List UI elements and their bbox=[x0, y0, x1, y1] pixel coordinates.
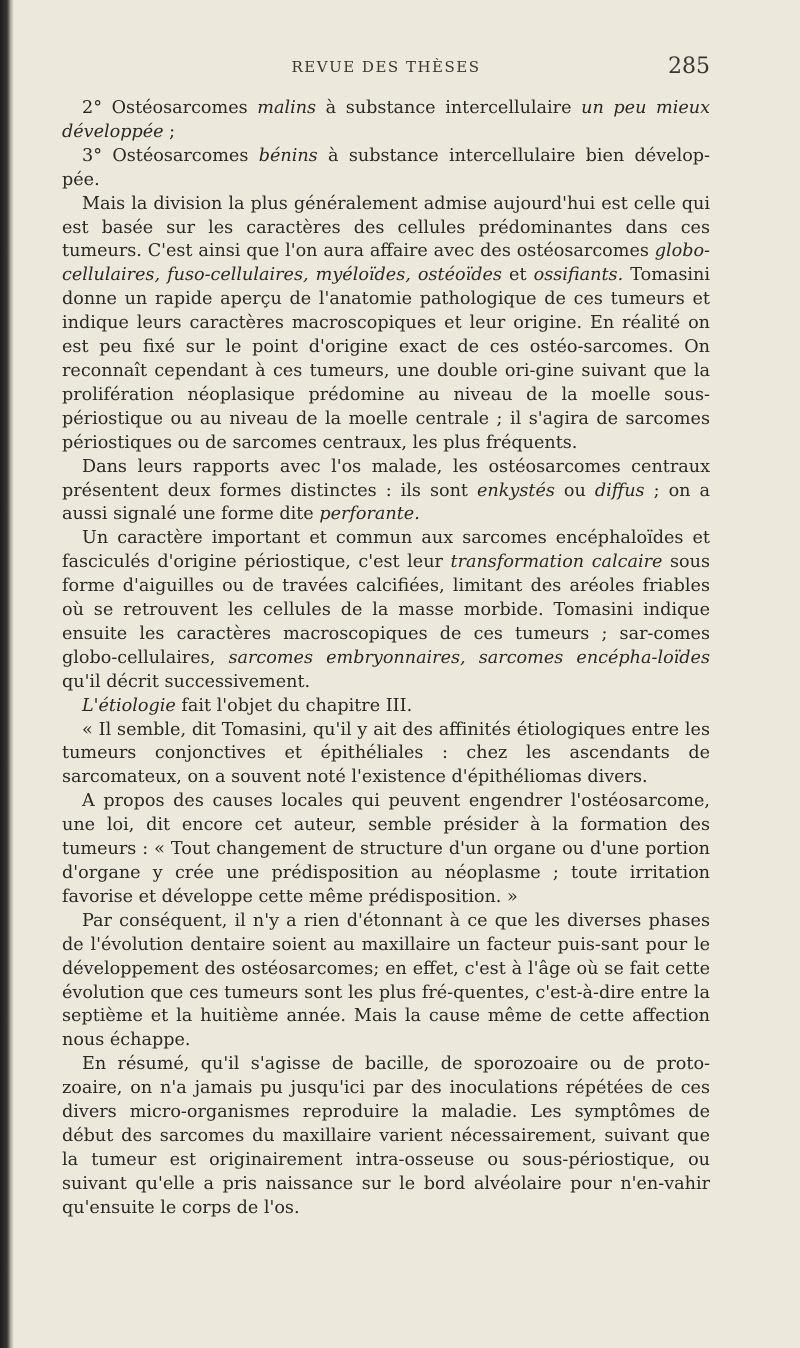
text-run: 3° Ostéosarcomes bbox=[82, 145, 259, 166]
paragraph bbox=[62, 695, 710, 719]
paragraph bbox=[62, 1053, 710, 1220]
text-run: Mais la division la plus généralement admise aujourd'hui est celle qui est basée sur les caractères des cellules prédominantes dans ces tumeurs. C'est ainsi que l'on aura affaire avec des ostéosarcomes bbox=[62, 193, 710, 262]
paragraph bbox=[62, 910, 710, 1053]
text-run: En résumé, qu'il s'agisse de bacille, de sporozoaire ou de proto-zoaire, on n'a jamais pu jusqu'ici par des inoculations répétées de ces divers micro-organismes reproduire la maladie. Les symptômes de début des sarcomes du maxillaire varient nécessairement, suivant que la tumeur est originairement intra-osseuse ou sous-périostique, ou suivant qu'elle a pris naissance sur le bord alvéolaire pour n'en-vahir qu'ensuite le corps de l'os. bbox=[62, 1054, 710, 1218]
page-number: 285 bbox=[668, 54, 710, 79]
italic-text: globo-cellulaires, fuso-cellulaires, myéloïdes, ostéoïdes bbox=[62, 241, 710, 286]
text-run: qu'il décrit successivement. bbox=[62, 671, 311, 692]
paragraph bbox=[62, 456, 710, 528]
italic-text: un peu mieux développée bbox=[62, 98, 710, 142]
italic-text: L'étiologie bbox=[82, 695, 176, 716]
italic-text: bénins bbox=[258, 145, 318, 166]
text-run: Dans leurs rapports avec l'os malade, les ostéosarcomes centraux présentent deux formes distinctes : ils sont bbox=[62, 456, 710, 501]
italic-text: perforante. bbox=[319, 504, 420, 525]
italic-text: transformation calcaire bbox=[450, 552, 663, 573]
text-run: ; on a aussi signalé une forme dite bbox=[62, 480, 711, 525]
text-run: Par conséquent, il n'y a rien d'étonnant à ce que les diverses phases de l'évolution dentaire soient au maxillaire un facteur puis-sant pour le développement des ostéosarcomes; en effet, c'est à l'âge où se fait cette évolution que ces tumeurs sont les plus fré-quentes, c'est-à-dire entre la septième et la huitième année. Mais la cause même de cette affection nous échappe. bbox=[62, 910, 710, 1051]
paragraph bbox=[62, 97, 710, 145]
text-run: « Il semble, dit Tomasini, qu'il y ait des affinités étiologiques entre les tumeurs conjonctives et épithéliales : chez les ascendants de sarcomateux, on a souvent noté l'existence d'épithéliomas divers. bbox=[62, 719, 710, 788]
italic-text: sarcomes embryonnaires, sarcomes encépha-loïdes bbox=[228, 647, 710, 668]
page-binding-edge bbox=[0, 0, 14, 1348]
italic-text: enkystés bbox=[477, 480, 555, 501]
italic-text: diffus bbox=[594, 480, 645, 501]
paragraph bbox=[62, 719, 710, 791]
text-run: ou bbox=[554, 480, 595, 501]
paragraph bbox=[62, 527, 710, 694]
text-run: et bbox=[501, 265, 534, 286]
text-run: 2° Ostéosarcomes bbox=[82, 98, 258, 118]
page-header bbox=[62, 54, 710, 84]
text-run: sous forme d'aiguilles ou de travées calcifiées, limitant des aréoles friables où se retrouvent les cellules de la masse morbide. Tomasini indique ensuite les caractères macroscopiques de ces tumeurs ; sar-comes globo-cellulaires, bbox=[62, 552, 710, 668]
text-run: à substance intercellulaire bien dévelop-pée. bbox=[62, 145, 710, 190]
paragraph bbox=[62, 790, 710, 910]
italic-text: malins bbox=[257, 98, 317, 118]
running-title: REVUE DES THÈSES bbox=[291, 58, 481, 76]
text-run: ; bbox=[163, 121, 176, 142]
body-text bbox=[62, 97, 710, 1221]
text-run: fait l'objet du chapitre III. bbox=[175, 695, 413, 716]
paragraph bbox=[62, 145, 710, 193]
paragraph bbox=[62, 193, 710, 456]
text-run: A propos des causes locales qui peuvent engendrer l'ostéosarcome, une loi, dit encore cet auteur, semble présider à la formation des tumeurs : « Tout changement de structure d'un organe ou d'une portion d'organe y crée une prédisposition au néoplasme ; toute irritation favorise et développe cette même prédisposition. » bbox=[62, 791, 710, 907]
text-run: Tomasini donne un rapide aperçu de l'anatomie pathologique de ces tumeurs et indique leurs caractères macroscopiques et leur origine. En réalité on est peu fixé sur le point d'origine exact de ces ostéo-sarcomes. On reconnaît cependant à ces tumeurs, une double ori-gine suivant que la prolifération néoplasique prédomine au niveau de la moelle sous-périostique ou au niveau de la moelle centrale ; il s'agira de sarcomes périostiques ou de sarcomes centraux, les plus fréquents. bbox=[62, 265, 711, 453]
italic-text: ossifiants. bbox=[533, 265, 624, 286]
text-run: à substance intercellulaire bbox=[316, 98, 582, 118]
text-run: Un caractère important et commun aux sarcomes encéphaloïdes et fasciculés d'origine périostique, c'est leur bbox=[62, 528, 710, 573]
